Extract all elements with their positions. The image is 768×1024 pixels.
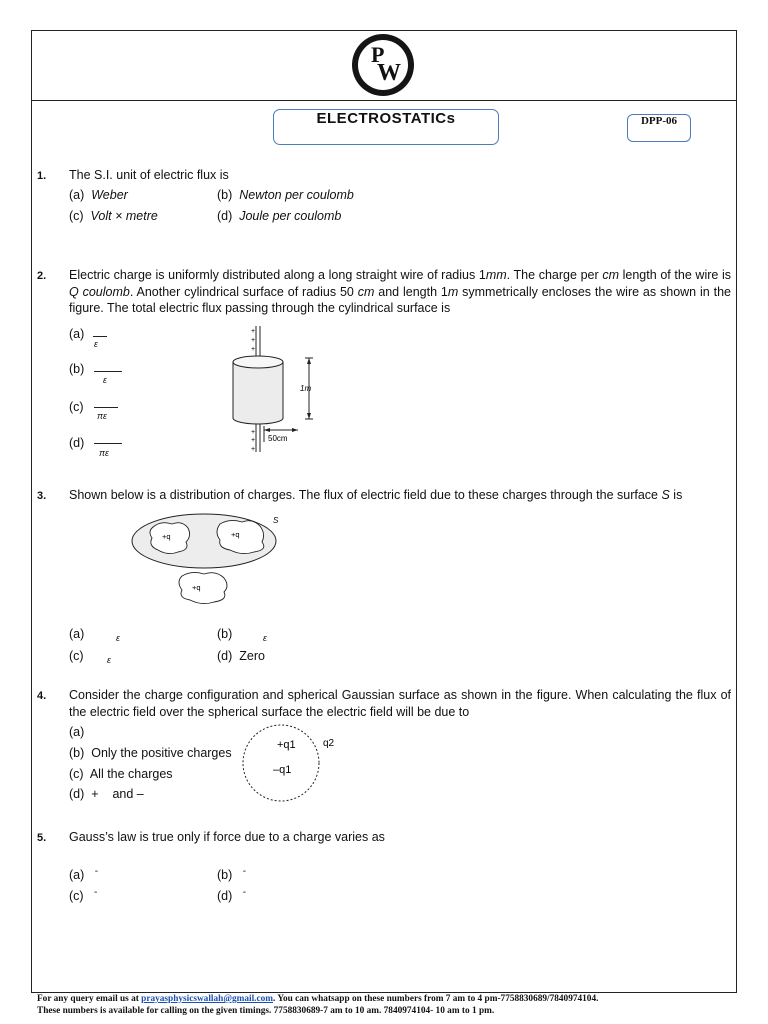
q2-text: Electric charge is uniformly distributed along a long straight wire of radius 1mm. The charge per cm length of the wire is Q coulomb. Another cylindrical surface of radius 50 cm and length 1m symmetrically encloses the wire as shown in the figure. The total electric flux passing through the cylindrical surface is — [69, 268, 732, 315]
wire-plus-2: + — [251, 337, 256, 344]
q3-option-d[interactable]: (d) Zero — [217, 649, 265, 663]
q3-charge-figure — [130, 512, 290, 612]
length-label: 1m — [300, 384, 312, 393]
charge-2: +q — [231, 530, 240, 539]
q5-option-c[interactable]: (c) - — [69, 887, 98, 903]
wire-plus-3: + — [251, 346, 256, 353]
q3-text: Shown below is a distribution of charges. The flux of electric field due to these charges through the surface S is — [69, 488, 683, 502]
q4-text: Consider the charge configuration and spherical Gaussian surface as shown in the figure. When calculating the flux of the electric field over the spherical surface the electric field will be due to — [69, 688, 731, 719]
q1-number: 1. — [37, 170, 47, 182]
q2-d-fraction-bar — [94, 443, 122, 444]
footer-line-2: These numbers is available for calling on the given timings. 7758830689-7 am to 10 am. 7840974104- 10 am to 1 pm. — [37, 1005, 495, 1016]
q3-b-denominator: ε — [263, 633, 267, 643]
q2-b-denominator: ε — [103, 375, 107, 385]
q2-option-d[interactable]: (d) — [69, 436, 85, 450]
charge-minus-q1: –q1 — [273, 764, 292, 776]
charge-3: +q — [192, 583, 201, 592]
q1-option-a[interactable]: (a) Weber — [69, 188, 128, 202]
q2-option-b[interactable]: (b) — [69, 362, 85, 376]
q2-b-fraction-bar — [94, 371, 122, 372]
radius-label: 50cm — [268, 434, 288, 443]
logo-letter-p: P — [371, 42, 385, 67]
q3-c-denominator: ε — [107, 655, 111, 665]
q2-c-denominator: πε — [97, 411, 107, 421]
page-title: ELECTROSTATICs — [273, 109, 499, 145]
q2-option-c[interactable]: (c) — [69, 400, 84, 414]
q3-option-a[interactable]: (a) — [69, 627, 85, 641]
q1-option-c[interactable]: (c) Volt × metre — [69, 209, 158, 223]
dpp-code-badge: DPP-06 — [627, 114, 691, 142]
q2-a-denominator: ε — [94, 339, 98, 349]
q3-a-denominator: ε — [116, 633, 120, 643]
q3-option-b[interactable]: (b) — [217, 627, 233, 641]
surface-label: S — [273, 516, 279, 525]
q4-option-a[interactable]: (a) — [69, 725, 85, 739]
q4-option-c[interactable]: (c) All the charges — [69, 767, 173, 781]
wire-plus-1: + — [251, 328, 256, 335]
wire-plus-6: + — [251, 446, 256, 453]
header-divider — [31, 100, 737, 101]
wire-plus-4: + — [251, 429, 256, 436]
q2-number: 2. — [37, 270, 47, 282]
charge-plus-q1: +q1 — [277, 739, 296, 751]
q5-text: Gauss’s law is true only if force due to a charge varies as — [69, 830, 385, 844]
contact-email-link[interactable]: prayasphysicswallah@gmail.com — [141, 994, 274, 1004]
q2-option-a[interactable]: (a) — [69, 327, 85, 341]
q4-number: 4. — [37, 690, 47, 702]
q2-cylinder-figure — [220, 322, 330, 457]
logo-letter-w: W — [377, 60, 401, 86]
q4-option-b[interactable]: (b) Only the positive charges — [69, 746, 232, 760]
footer-contact — [37, 994, 737, 1017]
charge-1: +q — [162, 532, 171, 541]
q5-option-a[interactable]: (a) - — [69, 866, 99, 882]
q3-option-c[interactable]: (c) — [69, 649, 84, 663]
wire-plus-5: + — [251, 437, 256, 444]
pw-logo — [352, 34, 414, 96]
q4-gaussian-sphere-figure — [240, 728, 350, 803]
q3-number: 3. — [37, 490, 47, 502]
footer-line-1: For any query email us at prayasphysicswallah@gmail.com. You can whatsapp on these numbers from 7 am to 4 pm-7758830689/7840974104. — [37, 994, 599, 1004]
q5-option-d[interactable]: (d) - — [217, 887, 247, 903]
q1-text: The S.I. unit of electric flux is — [69, 168, 229, 182]
q1-option-d[interactable]: (d) Joule per coulomb — [217, 209, 342, 223]
q2-d-denominator: πε — [99, 448, 109, 458]
q1-option-b[interactable]: (b) Newton per coulomb — [217, 188, 354, 202]
q4-option-d[interactable]: (d) + and – — [69, 787, 144, 801]
q5-option-b[interactable]: (b) - — [217, 866, 247, 882]
charge-q2: q2 — [323, 738, 335, 749]
q5-number: 5. — [37, 832, 47, 844]
